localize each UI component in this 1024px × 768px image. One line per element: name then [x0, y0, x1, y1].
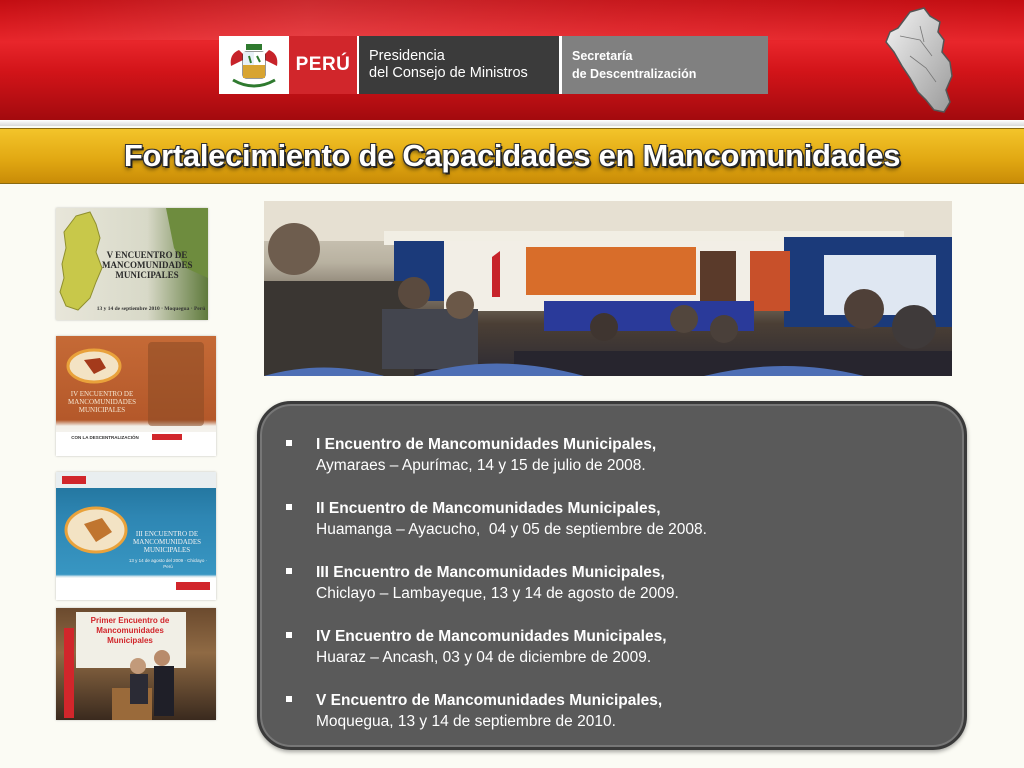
slide-title: Fortalecimiento de Capacidades en Mancomunidades — [123, 138, 901, 173]
thumb3-line3: MUNICIPALES — [143, 546, 191, 554]
event-title: IV Encuentro de Mancomunidades Municipales, — [316, 628, 667, 645]
sec-line1: Secretaría — [572, 49, 633, 63]
peru-label: PERÚ — [289, 36, 357, 94]
bullet-icon — [286, 504, 292, 510]
thumb1-line1: V ENCUENTRO DE — [106, 250, 188, 260]
header-divider — [0, 120, 1024, 126]
thumb1-line3: MUNICIPALES — [115, 270, 179, 280]
event-detail: Aymaraes – Apurímac, 14 y 15 de julio de 2008. — [316, 457, 646, 474]
secretaria-label — [559, 36, 768, 94]
list-item — [286, 498, 946, 540]
thumb3-line1: III ENCUENTRO DE — [135, 530, 199, 538]
title-banner — [0, 128, 1024, 184]
sec-line2: de Descentralización — [572, 67, 697, 81]
thumb3-footer: 13 y 14 de agosto del 2009 · Chiclayo · Perú — [128, 558, 208, 569]
thumb2-line3: MUNICIPALES — [78, 406, 126, 414]
thumb2-line2: MANCOMUNIDADES — [67, 398, 137, 406]
coat-of-arms-icon — [219, 36, 289, 94]
event-title: I Encuentro de Mancomunidades Municipales, — [316, 436, 657, 453]
peru-map-icon — [880, 6, 960, 118]
event-title: V Encuentro de Mancomunidades Municipales, — [316, 692, 663, 709]
thumbnail-iv-encuentro — [56, 336, 216, 456]
pcm-label — [357, 36, 559, 94]
event-detail: Chiclayo – Lambayeque, 13 y 14 de agosto de 2009. — [316, 585, 679, 602]
bullet-icon — [286, 696, 292, 702]
events-panel — [257, 401, 967, 750]
conference-photo — [264, 201, 952, 376]
conference-room-icon — [264, 201, 952, 376]
thumb3-line2: MANCOMUNIDADES — [132, 538, 202, 546]
header-shine — [0, 0, 1024, 40]
thumb1-footer: 13 y 14 de septiembre 2010 · Moquegua · Perú — [96, 306, 206, 312]
events-list — [286, 434, 946, 754]
event-detail: Huaraz – Ancash, 03 y 04 de diciembre de 2009. — [316, 649, 652, 666]
event-detail: Huamanga – Ayacucho, 04 y 05 de septiembre de 2008. — [316, 521, 707, 538]
thumb4-line3: Municipales — [107, 636, 153, 645]
pcm-line1: Presidencia — [369, 48, 445, 64]
bullet-icon — [286, 440, 292, 446]
thumb4-line1: Primer Encuentro de — [90, 616, 170, 625]
list-item — [286, 434, 946, 476]
event-title: II Encuentro de Mancomunidades Municipales, — [316, 500, 661, 517]
list-item — [286, 562, 946, 604]
thumb2-footer: CON LA DESCENTRALIZACIÓN — [71, 435, 139, 440]
thumbnail-primer-encuentro — [56, 608, 216, 720]
thumb4-line2: Mancomunidades — [96, 626, 164, 635]
event-title: III Encuentro de Mancomunidades Municipales, — [316, 564, 665, 581]
bullet-icon — [286, 632, 292, 638]
pcm-line2: del Consejo de Ministros — [369, 65, 528, 81]
list-item — [286, 626, 946, 668]
thumb2-line1: IV ENCUENTRO DE — [70, 390, 134, 398]
thumbnail-v-encuentro — [56, 208, 208, 320]
thumb1-line2: MANCOMUNIDADES — [102, 260, 193, 270]
bullet-icon — [286, 568, 292, 574]
header-banner — [0, 0, 1024, 120]
government-logo — [219, 36, 768, 94]
list-item — [286, 690, 946, 732]
event-detail: Moquegua, 13 y 14 de septiembre de 2010. — [316, 713, 616, 730]
thumbnail-iii-encuentro — [56, 472, 216, 600]
